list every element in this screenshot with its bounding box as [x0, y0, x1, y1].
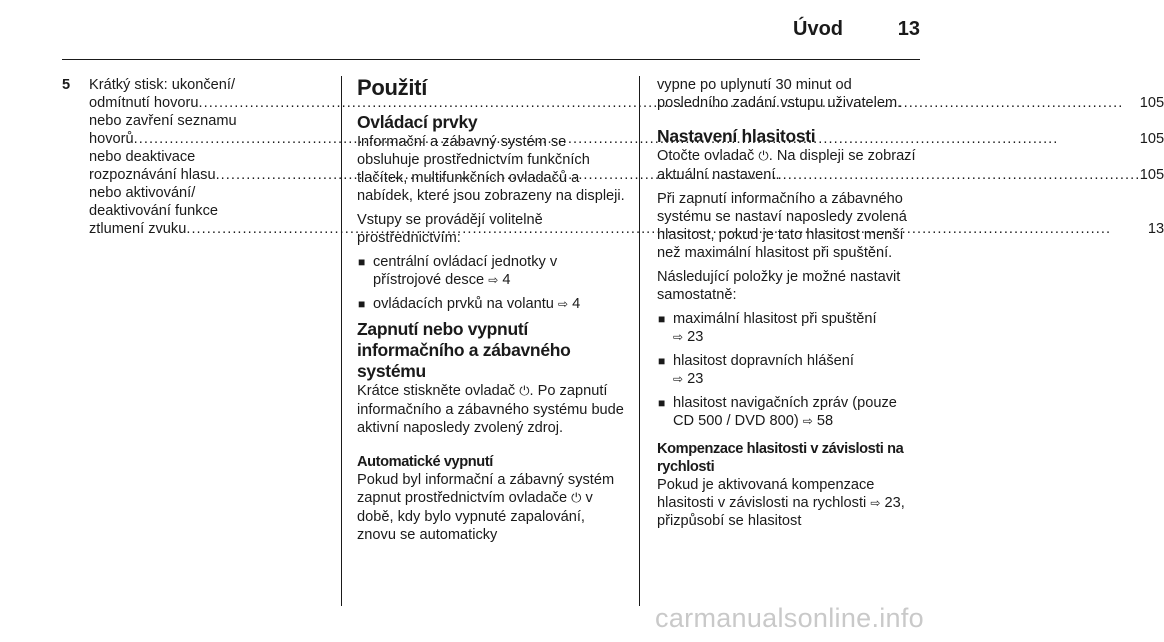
page-reference: 58 — [816, 413, 834, 429]
volume-paragraph-3: Následující položky je možné nastavit samostatně: — [657, 269, 901, 303]
column-divider — [639, 76, 640, 606]
page-reference-icon: ⇨ — [673, 372, 684, 386]
toc-line — [89, 112, 1164, 130]
page-reference-icon: ⇨ — [557, 297, 569, 311]
list-item: ■ ovládacích prvků na volantu ⇨ 4 — [357, 295, 625, 313]
list-item: ■ centrální ovládací jednotky v přístrojové desce ⇨ 4 — [357, 253, 625, 289]
power-knob-icon: ⏻ — [758, 149, 769, 164]
continued-paragraph: vypne po uplynutí 30 minut od posledního zadání vstupu uživatelem. — [657, 77, 902, 111]
volume-settings-list — [657, 310, 922, 430]
toc-item-lines — [89, 76, 1164, 238]
page-reference: 4 — [502, 272, 511, 288]
power-paragraph: Krátce stiskněte ovladač ⏻. Po zapnutí informačního a zábavného systému bude aktivní naposledy zvolený zdroj. — [357, 383, 624, 436]
power-knob-icon: ⏻ — [571, 491, 582, 506]
compensation-heading: Kompenzace hlasitosti v závislosti na rychlosti — [657, 441, 904, 475]
toc-line — [89, 148, 1164, 166]
compensation-paragraph: Pokud je aktivovaná kompenzace hlasitosti v závislosti na rychlosti ⇨ 23, přizpůsobí se hlasitost — [657, 477, 905, 529]
page-reference: 23 — [687, 329, 704, 345]
watermark: carmanualsonline.info — [655, 603, 924, 633]
toc-item-number: 5 — [62, 77, 71, 93]
toc-line-text: hovorů — [89, 131, 134, 147]
page-reference-icon: ⇨ — [488, 273, 499, 287]
power-knob-icon: ⏻ — [519, 384, 530, 399]
auto-off-paragraph: Pokud byl informační a zábavný systém zapnut prostřednictvím ovladače ⏻ v době, kdy bylo vypnuté zapalování, znovu se automaticky — [357, 472, 615, 543]
volume-heading: Nastavení hlasitosti — [657, 126, 816, 146]
page-reference: 4 — [572, 296, 581, 312]
toc-line — [89, 184, 1164, 202]
list-item: ■ hlasitost dopravních hlášení ⇨ 23 — [657, 352, 922, 388]
toc-page-number: 105 — [1139, 167, 1164, 183]
list-item: ■ maximální hlasitost při spuštění ⇨ 23 — [657, 310, 922, 346]
toc-line-text: ztlumení zvuku — [89, 221, 187, 237]
power-heading: Zapnutí nebo vypnutí informačního a zábavného systému — [357, 319, 571, 381]
section-title: Úvod — [793, 18, 843, 40]
content-column-2 — [357, 76, 625, 550]
toc-line-text: Krátký stisk: ukončení/ — [89, 77, 235, 93]
page-reference: 23 — [687, 371, 704, 387]
toc-line — [89, 130, 1164, 148]
chapter-heading: Použití — [357, 75, 428, 100]
toc-line — [89, 202, 1164, 220]
column-divider — [341, 76, 342, 606]
toc-line-text: rozpoznávání hlasu — [89, 167, 216, 183]
toc-line-text: deaktivování funkce — [89, 203, 218, 219]
page-reference-icon: ⇨ — [870, 496, 881, 510]
list-item: ■ hlasitost navigačních zpráv (pouze CD 500 / DVD 800) ⇨ 58 — [657, 394, 922, 430]
toc-page-number: 13 — [1147, 221, 1164, 237]
header-divider — [62, 59, 920, 60]
toc-page-number: 105 — [1139, 95, 1164, 111]
toc-line — [89, 94, 1164, 112]
dot-leader — [134, 130, 1138, 148]
controls-heading: Ovládací prvky — [357, 112, 478, 132]
volume-paragraph-1: Otočte ovladač ⏻. Na displeji se zobrazí aktuální nastavení. — [657, 148, 916, 183]
input-methods-list — [357, 253, 625, 313]
toc-page-number: 105 — [1139, 131, 1164, 147]
page-number: 13 — [897, 18, 920, 40]
inputs-paragraph: Vstupy se provádějí volitelně prostřednictvím: — [357, 212, 543, 246]
toc-line-text: nebo aktivování/ — [89, 185, 196, 201]
page-header — [0, 0, 960, 62]
toc-line — [89, 76, 1164, 94]
toc-line — [89, 220, 1164, 238]
page-reference-icon: ⇨ — [802, 414, 813, 428]
controls-paragraph: Informační a zábavný systém se obsluhuje prostřednictvím funkčních tlačítek, multifunkčních ovladačů a nabídek, které jsou zobrazeny na displeji. — [357, 134, 625, 204]
page-reference-icon: ⇨ — [673, 330, 684, 344]
page-reference: 23 — [884, 495, 901, 511]
volume-paragraph-2: Při zapnutí informačního a zábavného systému se nastaví naposledy zvolená hlasitost, pokud je tato hlasitost menší než maximální hlasitost při spuštění. — [657, 191, 907, 261]
toc-line — [89, 166, 1164, 184]
toc-line-text: odmítnutí hovoru — [89, 95, 199, 111]
toc-line-text: nebo deaktivace — [89, 149, 196, 165]
auto-off-heading: Automatické vypnutí — [357, 454, 493, 470]
toc-line-text: nebo zavření seznamu — [89, 113, 237, 129]
content-column-3 — [657, 76, 922, 536]
